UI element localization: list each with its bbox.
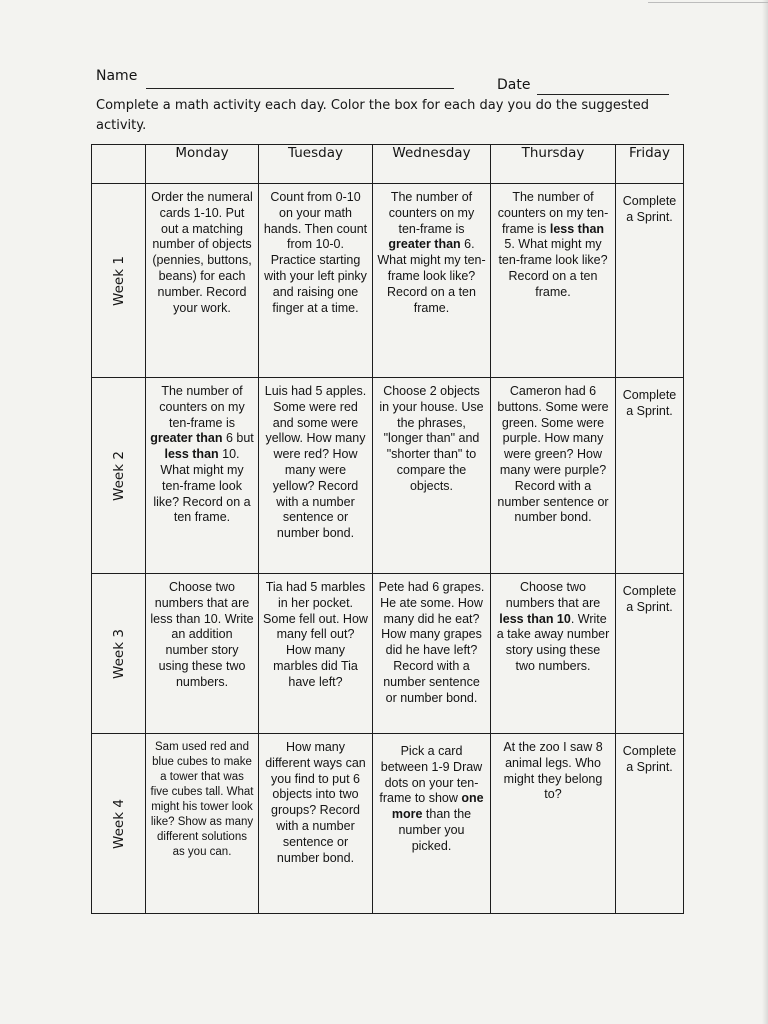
activity-text: Luis had 5 apples. Some were red and some were yellow. How many were red? How many were yellow? Record with a number sentence or number bond. (264, 384, 367, 541)
activity-box-w2-monday[interactable] (146, 378, 259, 574)
activity-box-w1-thursday[interactable] (491, 184, 616, 378)
activity-box-w1-tuesday[interactable] (259, 184, 373, 378)
activity-text: How many different ways can you find to put 6 objects into two groups? Record with a number sentence or number bond. (265, 740, 366, 865)
activity-box-w3-monday[interactable] (146, 574, 259, 734)
week-row-2 (92, 378, 684, 574)
week-row-4 (92, 734, 684, 914)
activity-text: Tia had 5 marbles in her pocket. Some fell out. How many fell out? How many marbles did Tia have left? (263, 580, 368, 689)
activity-calendar (91, 144, 684, 914)
activity-text: Count from 0-10 on your math hands. Then count from 10-0. Practice starting with your left pinky and raising one finger at a time. (263, 190, 368, 315)
activity-box-w1-wednesday[interactable] (373, 184, 491, 378)
activity-text: Complete a Sprint. (622, 744, 677, 774)
activity-text: Choose two numbers that are less than 10. Write a take away number story using these two numbers. (496, 580, 610, 673)
week-label-cell (92, 574, 146, 734)
instructions: Complete a math activity each day. Color the box for each day you do the suggested activity. (96, 98, 650, 133)
corner-cell (92, 145, 146, 184)
week-4-label: Week 4 (110, 798, 127, 849)
activity-box-w2-thursday[interactable] (491, 378, 616, 574)
activity-box-w1-monday[interactable] (146, 184, 259, 378)
activity-text: Sam used red and blue cubes to make a tower that was five cubes tall. What might his tower look like? Show as many different solutions as you can. (150, 741, 254, 858)
activity-box-w3-friday[interactable] (616, 574, 684, 734)
week-3-label: Week 3 (110, 628, 127, 679)
day-monday: Monday (146, 145, 259, 184)
activity-box-w4-thursday[interactable] (491, 734, 616, 914)
activity-text: Complete a Sprint. (622, 388, 677, 418)
activity-text: Order the numeral cards 1-10. Put out a matching number of objects (pennies, buttons, beans) for each number. Record your work. (151, 190, 253, 315)
activity-text: Complete a Sprint. (622, 194, 677, 224)
activity-text: At the zoo I saw 8 animal legs. Who might they belong to? (503, 740, 603, 802)
activity-box-w4-friday[interactable] (616, 734, 684, 914)
activity-text: The number of counters on my ten-frame is greater than 6. What might my ten-frame look like? Record on a ten frame. (377, 190, 486, 315)
scan-artifact-line (648, 2, 768, 3)
week-row-3 (92, 574, 684, 734)
activity-box-w2-friday[interactable] (616, 378, 684, 574)
date-field-line[interactable] (537, 94, 669, 95)
activity-text: Pick a card between 1-9 Draw dots on your ten-frame to show one more than the number you picked. (379, 744, 484, 853)
activity-box-w2-tuesday[interactable] (259, 378, 373, 574)
date-label: Date (497, 77, 531, 93)
name-field-line[interactable] (146, 88, 454, 89)
activity-box-w4-monday[interactable] (146, 734, 259, 914)
day-thursday: Thursday (491, 145, 616, 184)
name-label: Name (96, 68, 138, 84)
activity-text: Choose 2 objects in your house. Use the phrases, "longer than" and "shorter than" to compare the objects. (379, 384, 484, 493)
day-header-row (92, 145, 684, 184)
activity-box-w2-wednesday[interactable] (373, 378, 491, 574)
week-2-label: Week 2 (110, 450, 127, 501)
activity-text: The number of counters on my ten-frame is less than 5. What might my ten-frame look like? Record on a ten frame. (497, 190, 609, 299)
activity-box-w3-wednesday[interactable] (373, 574, 491, 734)
activity-text: Complete a Sprint. (622, 584, 677, 614)
week-label-cell (92, 184, 146, 378)
day-friday: Friday (616, 145, 684, 184)
week-label-cell (92, 378, 146, 574)
activity-text: Choose two numbers that are less than 10. Write an addition number story using these two numbers. (150, 580, 254, 689)
activity-text: The number of counters on my ten-frame is greater than 6 but less than 10. What might my ten-frame look like? Record on a ten frame. (150, 384, 254, 525)
activity-box-w4-wednesday[interactable] (373, 734, 491, 914)
week-label-cell (92, 734, 146, 914)
activity-box-w1-friday[interactable] (616, 184, 684, 378)
activity-text: Cameron had 6 buttons. Some were green. Some were purple. How many were green? How many were purple? Record with a number sentence or number bond. (497, 384, 609, 525)
activity-box-w3-tuesday[interactable] (259, 574, 373, 734)
week-1-label: Week 1 (110, 255, 127, 306)
day-tuesday: Tuesday (259, 145, 373, 184)
week-row-1 (92, 184, 684, 378)
scan-edge-shadow (762, 0, 768, 1024)
activity-text: Pete had 6 grapes. He ate some. How many did he eat? How many grapes did he have left? Record with a number sentence or number bond. (378, 580, 485, 705)
activity-box-w4-tuesday[interactable] (259, 734, 373, 914)
activity-box-w3-thursday[interactable] (491, 574, 616, 734)
day-wednesday: Wednesday (373, 145, 491, 184)
